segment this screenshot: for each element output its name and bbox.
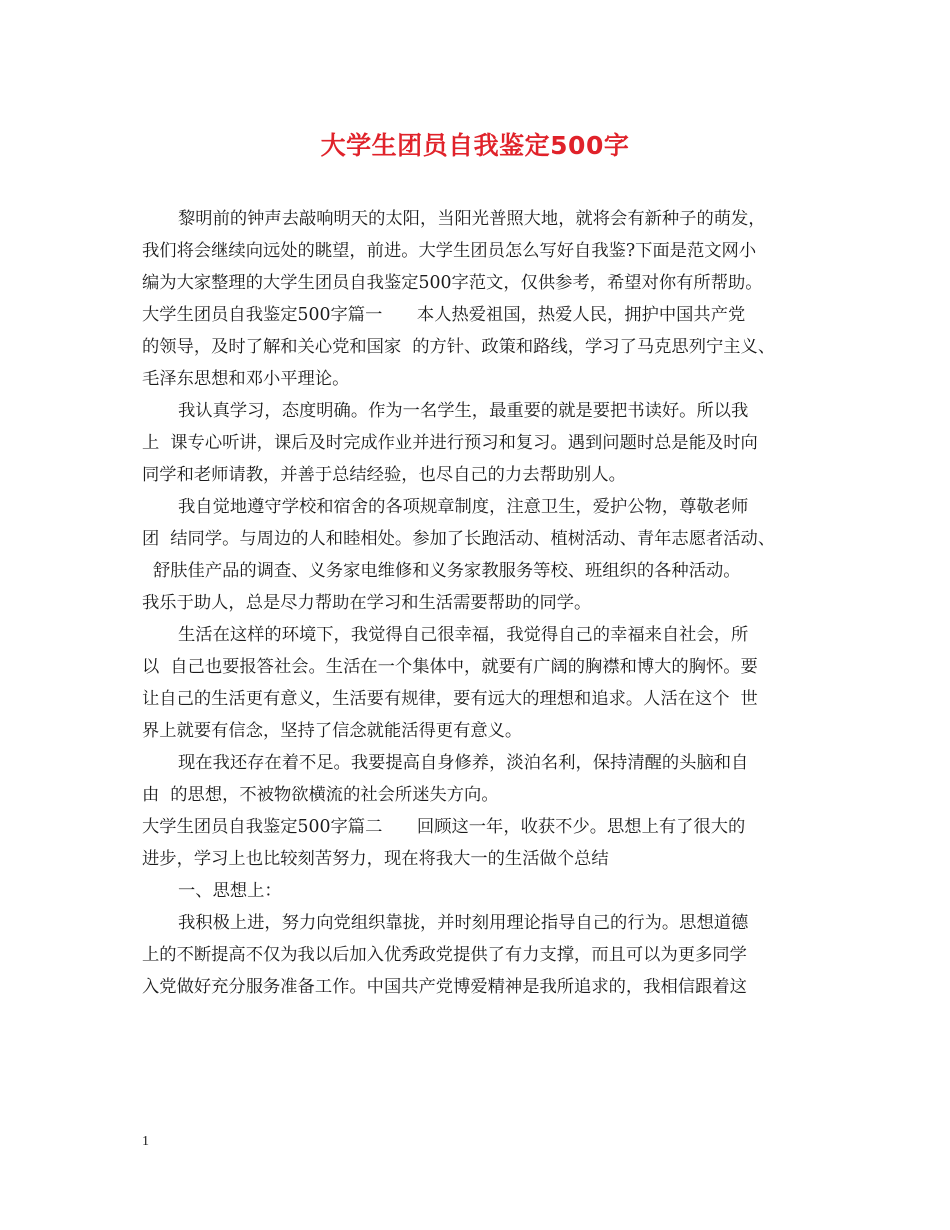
text-line: 我认真学习，态度明确。作为一名学生，最重要的就是要把书读好。所以我 <box>178 401 749 421</box>
text-line: 以 自己也要报答社会。生活在一个集体中，就要有广阔的胸襟和博大的胸怀。要 <box>142 657 758 677</box>
text-line: 让自己的生活更有意义，生活要有规律，要有远大的理想和追求。人活在这个 世 <box>142 689 758 709</box>
document-title: 大学生团员自我鉴定500字 <box>320 131 630 160</box>
text-line: 大学生团员自我鉴定500字篇一 本人热爱祖国，热爱人民，拥护中国共产党 <box>142 305 746 325</box>
text-line: 上 课专心听讲，课后及时完成作业并进行预习和复习。遇到问题时总是能及时向 <box>142 433 758 453</box>
text-line: 生活在这样的环境下，我觉得自己很幸福，我觉得自己的幸福来自社会，所 <box>178 625 749 645</box>
text-line: 入党做好充分服务准备工作。中国共产党博爱精神是我所追求的，我相信跟着这 <box>142 977 747 997</box>
text-line: 我积极上进，努力向党组织靠拢，并时刻用理论指导自己的行为。思想道德 <box>178 913 749 933</box>
text-line: 毛泽东思想和邓小平理论。 <box>142 369 350 389</box>
text-line: 我自觉地遵守学校和宿舍的各项规章制度，注意卫生，爱护公物，尊敬老师 <box>178 497 749 517</box>
text-line: 的领导，及时了解和关心党和国家 的方针、政策和路线，学习了马克思列宁主义、 <box>142 337 776 357</box>
text-line: 一、思想上： <box>178 881 282 901</box>
text-line: 大学生团员自我鉴定500字篇二 回顾这一年，收获不少。思想上有了很大的 <box>142 817 746 837</box>
text-line: 黎明前的钟声去敲响明天的太阳，当阳光普照大地，就将会有新种子的萌发， <box>178 209 766 229</box>
document-body <box>142 203 832 1003</box>
text-line: 进步，学习上也比较刻苦努力，现在将我大一的生活做个总结 <box>142 849 609 869</box>
text-line: 我们将会继续向远处的眺望，前进。大学生团员怎么写好自我鉴?下面是范文网小 <box>142 241 757 261</box>
text-line: 我乐于助人，总是尽力帮助在学习和生活需要帮助的同学。 <box>142 593 592 613</box>
text-line: 编为大家整理的大学生团员自我鉴定500字范文，仅供参考，希望对你有所帮助。 <box>142 273 763 293</box>
text-line: 现在我还存在着不足。我要提高自身修养，淡泊名利，保持清醒的头脑和自 <box>178 753 749 773</box>
text-line: 由 的思想，不被物欲横流的社会所迷失方向。 <box>142 785 499 805</box>
text-line: 同学和老师请教，并善于总结经验，也尽自己的力去帮助别人。 <box>142 465 626 485</box>
text-line: 舒肤佳产品的调查、义务家电维修和义务家教服务等校、班组织的各种活动。 <box>142 561 741 581</box>
text-line: 团 结同学。与周边的人和睦相处。参加了长跑活动、植树活动、青年志愿者活动、 <box>142 529 776 549</box>
text-line: 上的不断提高不仅为我以后加入优秀政党提供了有力支撑，而且可以为更多同学 <box>142 945 747 965</box>
text-line: 界上就要有信念，坚持了信念就能活得更有意义。 <box>142 721 523 741</box>
page-number: 1 <box>142 1134 149 1149</box>
